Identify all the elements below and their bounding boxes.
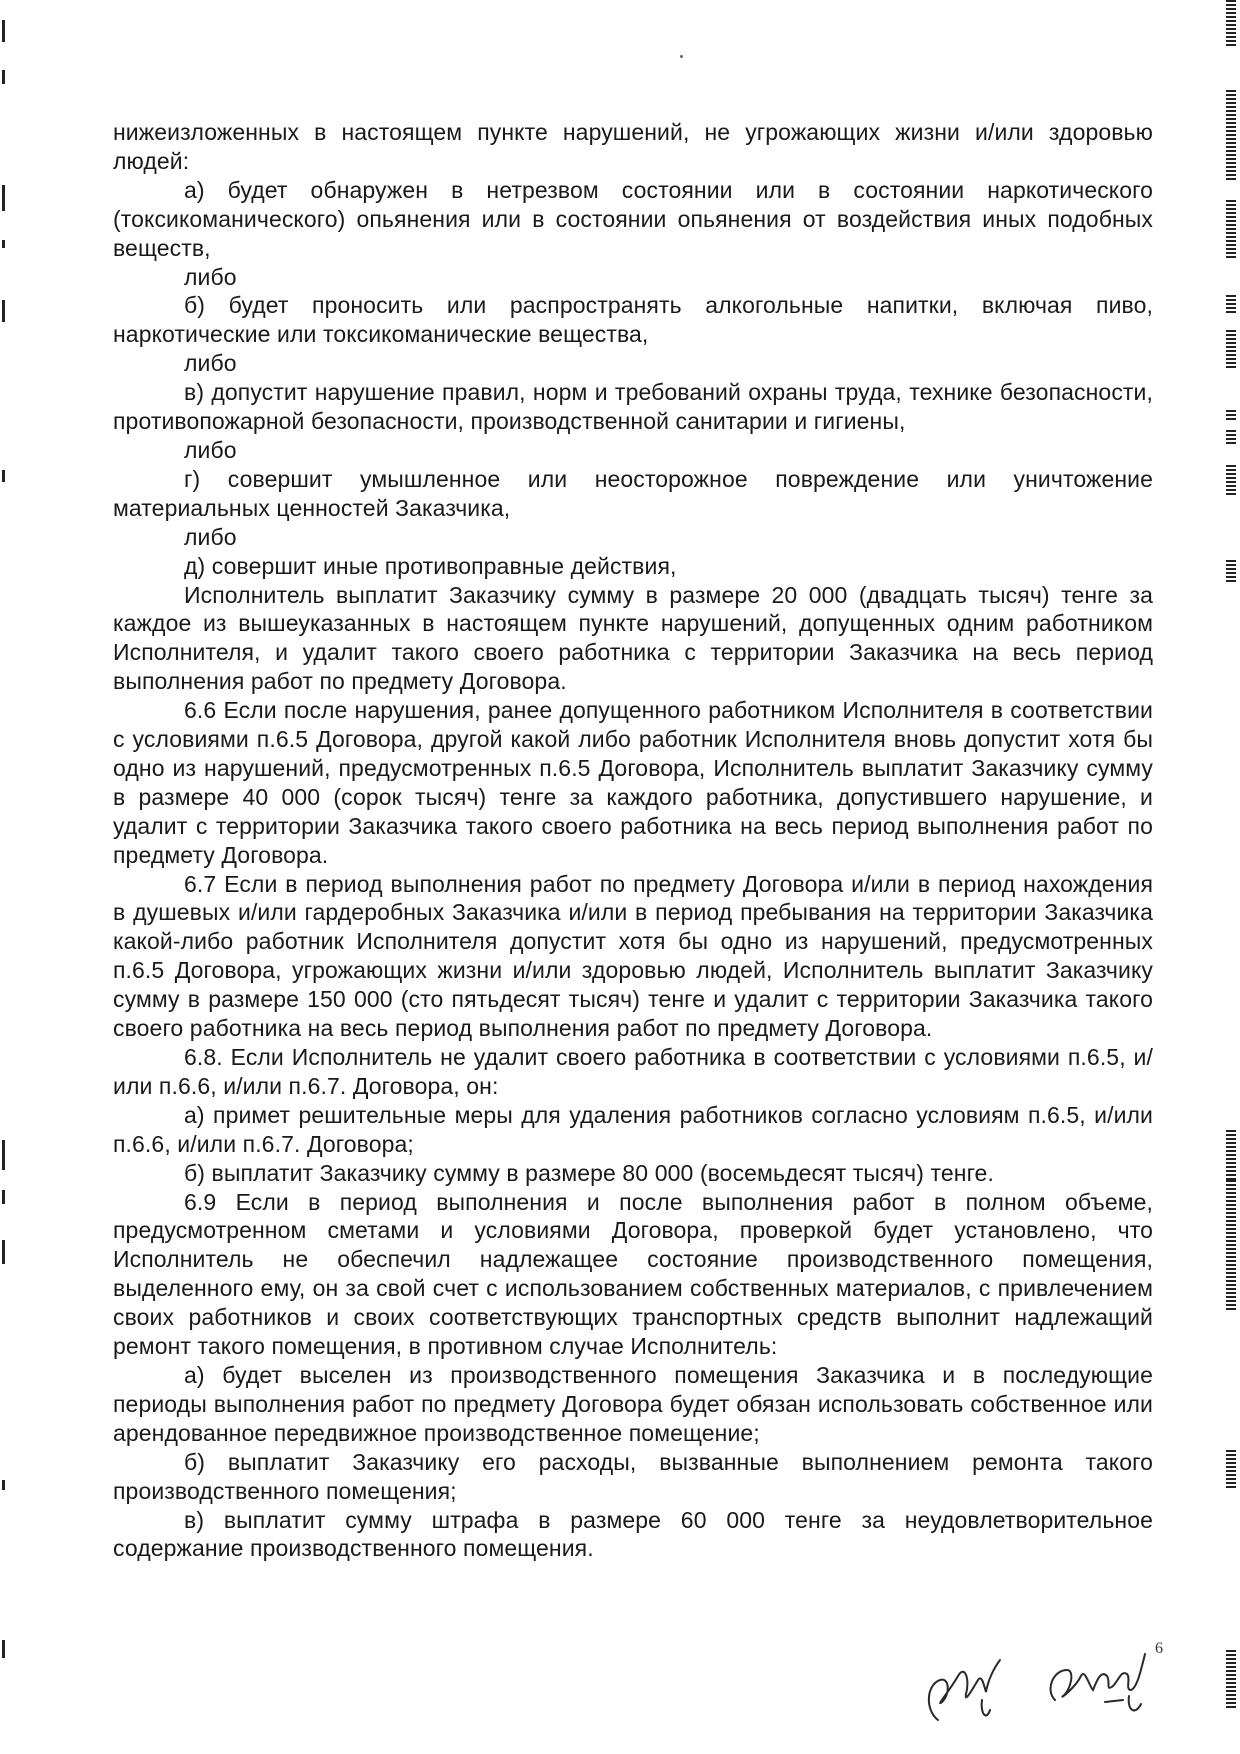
paragraph-clause-6-9-b: б) выплатит Заказчику его расходы, вызванные выполнением ремонта такого производственного помещения; bbox=[113, 1448, 1153, 1504]
paragraph-or: либо bbox=[184, 523, 237, 550]
paragraph-clause-6-6: 6.6 Если после нарушения, ранее допущенного работником Исполнителя в соответствии с условиями п.6.5 Договора, другой какой либо работник Исполнителя вновь допустит хотя бы одно из нарушений, предусмотренных п.6.5 Договора, Исполнитель выплатит Заказчику сумму в размере 40 000 (сорок тысяч) тенге за каждого работника, допустившего нарушение, и удалит с территории Заказчика такого своего работника на весь период выполнения работ по предмету Договора. bbox=[113, 697, 1153, 868]
paragraph-item-d: д) совершит иные противоправные действия, bbox=[184, 552, 677, 579]
paragraph-item-g: г) совершит умышленное или неосторожное повреждение или уничтожение материальных ценностей Заказчика, bbox=[113, 465, 1153, 521]
paragraph-clause-6-8-b: б) выплатит Заказчику сумму в размере 80 000 (восемьдесят тысяч) тенге. bbox=[184, 1159, 994, 1186]
signature-1 bbox=[920, 1650, 1010, 1730]
paragraph-clause-6-9: 6.9 Если в период выполнения и после выполнения работ в полном объеме, предусмотренном сметами и условиями Договора, проверкой будет установлено, что Исполнитель не обеспечил надлежащее состояние производственного помещения, выделенного ему, он за свой счет с использованием собственных материалов, с привлечением своих работников и своих соответствующих транспортных средств выполнит надлежащий ремонт такого помещения, в противном случае Исполнитель: bbox=[113, 1188, 1153, 1360]
paragraph-penalty-20000: Исполнитель выплатит Заказчику сумму в размере 20 000 (двадцать тысяч) тенге за каждое из вышеуказанных в настоящем пункте нарушений, допущенных одним работником Исполнителя, и удалит такого своего работника с территории Заказчика на весь период выполнения работ по предмету Договора. bbox=[113, 581, 1153, 695]
scan-left-edge-artifacts bbox=[0, 0, 12, 1754]
paragraph-clause-6-7: 6.7 Если в период выполнения работ по предмету Договора и/или в период нахождения в душевых и/или гардеробных Заказчика и/или в период пребывания на территории Заказчика какой-либо работник Исполнителя допустит хотя бы одно из нарушений, предусмотренных п.6.5 Договора, угрожающих жизни и/или здоровью людей, Исполнитель выплатит Заказчику сумму в размере 150 000 (сто пятьдесят тысяч) тенге и удалит с территории Заказчика такого своего работника на весь период выполнения работ по предмету Договора. bbox=[113, 870, 1153, 1042]
signature-2 bbox=[1045, 1640, 1160, 1720]
document-body bbox=[113, 118, 1153, 1563]
paragraph-clause-6-9-v: в) выплатит сумму штрафа в размере 60 000 тенге за неудовлетворительное содержание производственного помещения. bbox=[113, 1506, 1153, 1562]
paragraph-clause-6-8: 6.8. Если Исполнитель не удалит своего работника в соответствии с условиями п.6.5, и/или п.6.6, и/или п.6.7. Договора, он: bbox=[113, 1044, 1153, 1099]
paragraph-clause-6-9-a: а) будет выселен из производственного помещения Заказчика и в последующие периоды выполнения работ по предмету Договора будет обязан использовать собственное или арендованное передвижное производственное помещение; bbox=[113, 1361, 1153, 1446]
paragraph-clause-6-8-a: а) примет решительные меры для удаления работников согласно условиям п.6.5, и/или п.6.6, и/или п.6.7. Договора; bbox=[113, 1101, 1153, 1157]
paragraph-or: либо bbox=[184, 263, 237, 290]
scan-right-edge-artifacts bbox=[1220, 0, 1240, 1754]
paragraph-item-v: в) допустит нарушение правил, норм и требований охраны труда, технике безопасности, противопожарной безопасности, производственной санитарии и гигиены, bbox=[113, 379, 1153, 435]
scan-speck bbox=[680, 55, 683, 58]
paragraph-or: либо bbox=[184, 436, 237, 463]
paragraph-or: либо bbox=[184, 350, 237, 377]
paragraph-item-b: б) будет проносить или распространять алкогольные напитки, включая пиво, наркотические или токсикоманические вещества, bbox=[113, 292, 1153, 348]
paragraph-intro: нижеизложенных в настоящем пункте нарушений, не угрожающих жизни и/или здоровью людей: bbox=[113, 119, 1153, 174]
paragraph-item-a: а) будет обнаружен в нетрезвом состоянии или в состоянии наркотического (токсикоманического) опьянения или в состоянии опьянения от воздействия иных подобных веществ, bbox=[113, 176, 1153, 261]
page-number: 6 bbox=[1155, 1640, 1163, 1657]
